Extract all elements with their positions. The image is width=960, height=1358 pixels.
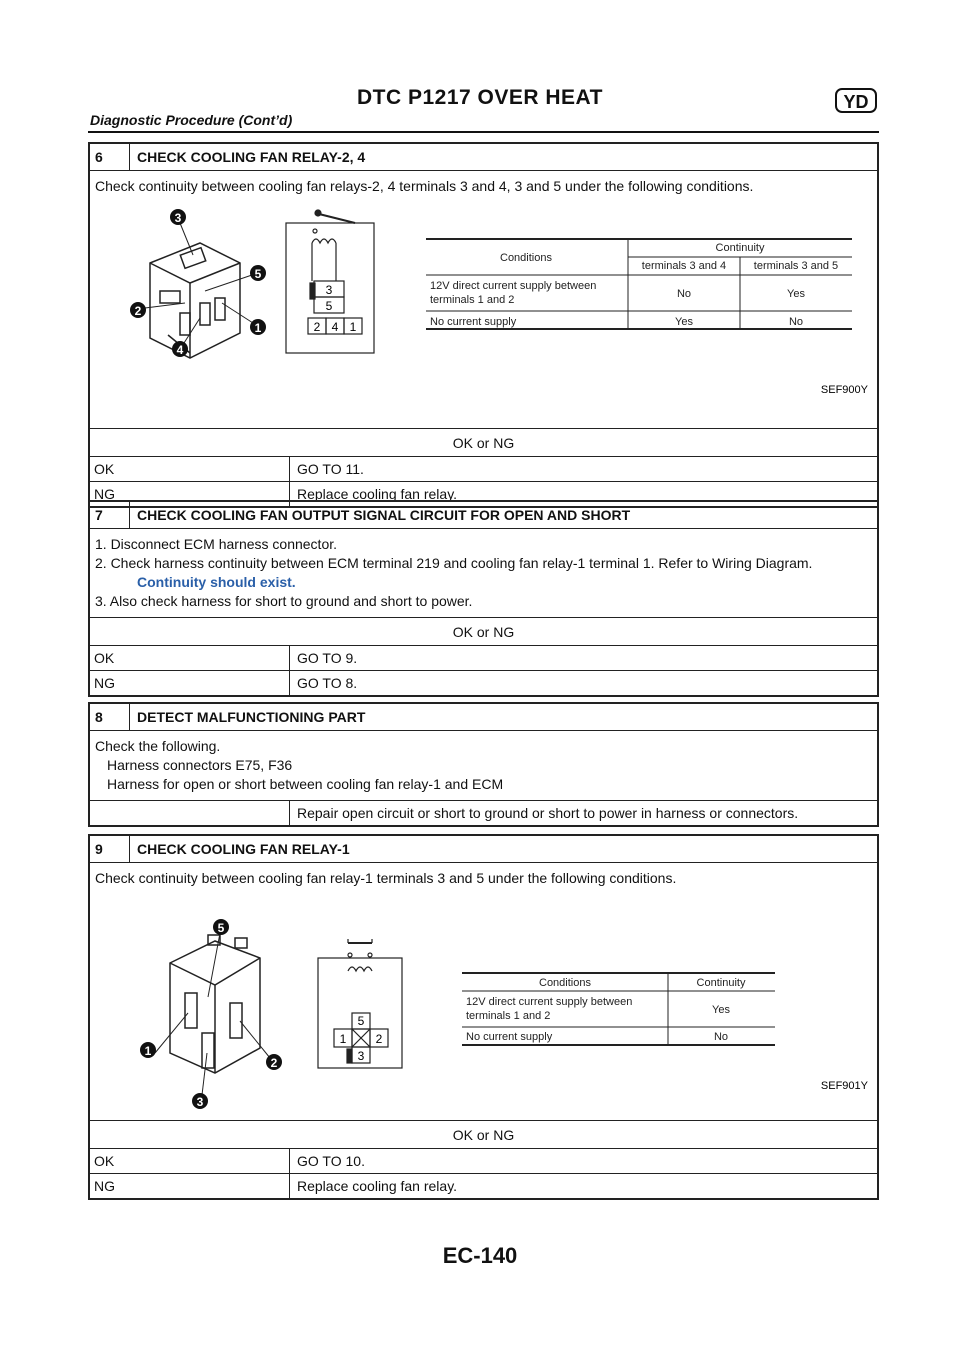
page-subtitle: Diagnostic Procedure (Cont’d) bbox=[90, 112, 293, 128]
step-8-body bbox=[90, 730, 877, 800]
terminal-2: 2 bbox=[313, 320, 321, 334]
terminal-3: 3 bbox=[357, 1049, 365, 1063]
instruction-line: Harness for open or short between cooling fan relay-1 and ECM bbox=[107, 776, 504, 792]
relay-connector-drawing bbox=[150, 243, 240, 358]
header-rule bbox=[88, 131, 879, 133]
svg-text:terminals 3 and 4: terminals 3 and 4 bbox=[641, 260, 727, 272]
callout-2 bbox=[130, 302, 146, 318]
ok-or-ng-label: OK or NG bbox=[90, 617, 877, 645]
callout-1 bbox=[140, 1042, 156, 1058]
svg-text:terminals 1 and 2: terminals 1 and 2 bbox=[466, 1010, 551, 1022]
svg-text:12V direct current supply betw: 12V direct current supply between bbox=[466, 996, 633, 1008]
ok-or-ng-label: OK or NG bbox=[90, 1120, 877, 1148]
engine-badge: YD bbox=[835, 88, 877, 113]
figure-id: SEF900Y bbox=[820, 384, 868, 396]
svg-text:1: 1 bbox=[254, 321, 262, 335]
step-instruction: Check continuity between cooling fan relays-2, 4 terminals 3 and 4, 3 and 5 under the following conditions. bbox=[95, 178, 754, 194]
terminal-2: 2 bbox=[375, 1032, 383, 1046]
svg-text:Continuity: Continuity bbox=[715, 242, 765, 254]
step-title: CHECK COOLING FAN RELAY-1 bbox=[137, 841, 350, 857]
step-7-header bbox=[90, 502, 877, 528]
step-7-box bbox=[88, 500, 879, 697]
svg-text:Continuity: Continuity bbox=[696, 977, 746, 989]
relay-1-figure bbox=[90, 893, 875, 1118]
step-number: 7 bbox=[90, 502, 130, 528]
terminal-1: 1 bbox=[349, 320, 357, 334]
step-9-header bbox=[90, 836, 877, 862]
svg-text:Yes: Yes bbox=[712, 1004, 730, 1016]
ok-or-ng-label: OK or NG bbox=[90, 428, 877, 456]
svg-text:5: 5 bbox=[254, 267, 262, 281]
svg-text:1: 1 bbox=[144, 1044, 152, 1058]
relay-connector-drawing bbox=[170, 935, 260, 1073]
step-title: CHECK COOLING FAN RELAY-2, 4 bbox=[137, 149, 366, 165]
relay-schematic bbox=[286, 210, 374, 353]
result-ok-row: OK GO TO 10. bbox=[90, 1148, 877, 1173]
step-7-body bbox=[90, 528, 877, 617]
step-8-box bbox=[88, 702, 879, 827]
step-6-header bbox=[90, 144, 877, 170]
step-title: CHECK COOLING FAN OUTPUT SIGNAL CIRCUIT FOR OPEN AND SHORT bbox=[137, 507, 631, 523]
svg-text:Conditions: Conditions bbox=[500, 252, 552, 264]
terminal-3: 3 bbox=[325, 283, 333, 297]
terminal-5: 5 bbox=[357, 1014, 365, 1028]
step-6-box bbox=[88, 142, 879, 508]
svg-text:Conditions: Conditions bbox=[539, 977, 591, 989]
terminal-5: 5 bbox=[325, 299, 333, 313]
instruction-line: 2. Check harness continuity between ECM terminal 219 and cooling fan relay-1 terminal 1. Refer to Wiring Diagram. bbox=[95, 555, 813, 571]
svg-text:3: 3 bbox=[196, 1095, 204, 1109]
relay-2-4-figure bbox=[90, 203, 875, 423]
svg-text:Yes: Yes bbox=[675, 316, 693, 328]
result-ng-row: NG Replace cooling fan relay. bbox=[90, 1173, 877, 1198]
page-title: DTC P1217 OVER HEAT bbox=[356, 86, 603, 109]
step-6-body bbox=[90, 170, 877, 428]
callout-5 bbox=[213, 919, 229, 935]
step-9-box bbox=[88, 834, 879, 1200]
step-number: 8 bbox=[90, 704, 130, 730]
result-ok-row: OK GO TO 9. bbox=[90, 645, 877, 670]
svg-text:4: 4 bbox=[176, 343, 184, 357]
svg-text:3: 3 bbox=[174, 211, 182, 225]
instruction-line: Check the following. bbox=[95, 738, 221, 754]
terminal-4: 4 bbox=[331, 320, 339, 334]
page-number: EC-140 bbox=[442, 1243, 518, 1268]
svg-text:terminals 3 and 5: terminals 3 and 5 bbox=[753, 260, 839, 272]
svg-text:2: 2 bbox=[134, 304, 142, 318]
step-number: 6 bbox=[90, 144, 130, 170]
svg-text:No: No bbox=[713, 1031, 729, 1043]
svg-text:Yes: Yes bbox=[787, 288, 805, 300]
callout-5 bbox=[250, 265, 266, 281]
svg-text:2: 2 bbox=[270, 1056, 278, 1070]
instruction-line: Harness connectors E75, F36 bbox=[107, 757, 293, 773]
svg-text:No: No bbox=[676, 288, 692, 300]
svg-text:5: 5 bbox=[217, 921, 225, 935]
terminal-1: 1 bbox=[339, 1032, 347, 1046]
callout-3 bbox=[192, 1093, 208, 1109]
result-ok-row: OK GO TO 11. bbox=[90, 456, 877, 481]
result-ng-row: NG Replace cooling fan relay. bbox=[90, 481, 877, 506]
step-title: DETECT MALFUNCTIONING PART bbox=[137, 709, 366, 725]
result-row: Repair open circuit or short to ground or short to power in harness or connectors. bbox=[90, 800, 877, 825]
instruction-line: 3. Also check harness for short to ground and short to power. bbox=[95, 593, 473, 609]
spec-continuity: Continuity should exist. bbox=[137, 574, 296, 590]
instruction-line: 1. Disconnect ECM harness connector. bbox=[95, 536, 338, 552]
svg-text:terminals 1 and 2: terminals 1 and 2 bbox=[430, 294, 515, 306]
svg-text:No: No bbox=[788, 316, 804, 328]
svg-text:No current supply: No current supply bbox=[466, 1031, 553, 1043]
step-9-body bbox=[90, 862, 877, 1120]
step-8-header bbox=[90, 704, 877, 730]
callout-4 bbox=[172, 341, 188, 357]
callout-2 bbox=[266, 1054, 282, 1070]
svg-text:No current supply: No current supply bbox=[430, 316, 517, 328]
result-ng-row: NG GO TO 8. bbox=[90, 670, 877, 695]
figure-id: SEF901Y bbox=[820, 1080, 868, 1092]
step-instruction: Check continuity between cooling fan relay-1 terminals 3 and 5 under the following conditions. bbox=[95, 870, 677, 886]
callout-1 bbox=[250, 319, 266, 335]
step-number: 9 bbox=[90, 836, 130, 862]
callout-3 bbox=[170, 209, 186, 225]
svg-text:12V direct current supply betw: 12V direct current supply between bbox=[430, 280, 597, 292]
